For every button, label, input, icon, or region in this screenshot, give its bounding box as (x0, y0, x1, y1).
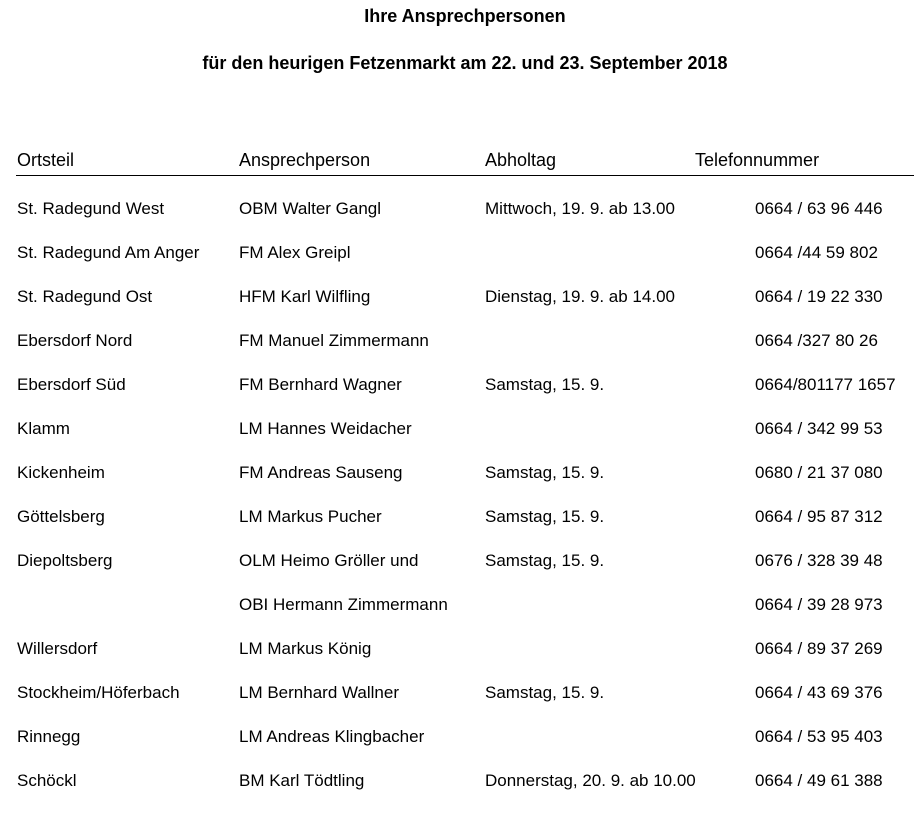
cell-ortsteil: Ebersdorf Nord (17, 331, 133, 350)
table-row (0, 242, 920, 286)
cell-telefonnummer: 0664 / 342 99 53 (755, 419, 883, 438)
table-row (0, 682, 920, 726)
cell-ortsteil: Klamm (17, 419, 70, 438)
cell-telefonnummer: 0664 /327 80 26 (755, 331, 878, 350)
table-row (0, 638, 920, 682)
cell-ortsteil: St. Radegund West (17, 199, 165, 218)
contact-table-body (0, 198, 920, 814)
cell-telefonnummer: 0664 / 19 22 330 (755, 287, 883, 306)
cell-ansprechperson: LM Markus Pucher (239, 507, 382, 526)
cell-telefonnummer: 0664 / 63 96 446 (755, 199, 883, 218)
cell-ansprechperson: LM Markus König (239, 639, 372, 658)
cell-ansprechperson: HFM Karl Wilfling (239, 287, 371, 306)
cell-ansprechperson: LM Bernhard Wallner (239, 683, 399, 702)
document-title: Ihre Ansprechpersonen (364, 6, 566, 26)
cell-ansprechperson: OBI Hermann Zimmermann (239, 595, 448, 614)
cell-abholtag: Donnerstag, 20. 9. ab 10.00 (485, 771, 696, 790)
cell-telefonnummer: 0664 / 49 61 388 (755, 771, 883, 790)
table-row (0, 550, 920, 594)
cell-ansprechperson: FM Bernhard Wagner (239, 375, 402, 394)
cell-abholtag: Samstag, 15. 9. (485, 683, 605, 702)
header-ortsteil: Ortsteil (17, 150, 75, 170)
header-abholtag: Abholtag (485, 150, 557, 170)
cell-ortsteil: Schöckl (17, 771, 77, 790)
cell-ansprechperson: LM Andreas Klingbacher (239, 727, 425, 746)
header-telefonnummer: Telefonnummer (695, 150, 820, 170)
cell-ortsteil: Diepoltsberg (17, 551, 113, 570)
cell-telefonnummer: 0664 / 89 37 269 (755, 639, 883, 658)
cell-ortsteil: Willersdorf (17, 639, 98, 658)
cell-telefonnummer: 0676 / 328 39 48 (755, 551, 883, 570)
table-row (0, 374, 920, 418)
cell-ortsteil: St. Radegund Ost (17, 287, 153, 306)
cell-ansprechperson: FM Andreas Sauseng (239, 463, 403, 482)
table-row (0, 506, 920, 550)
cell-ortsteil: Ebersdorf Süd (17, 375, 126, 394)
cell-ansprechperson: LM Hannes Weidacher (239, 419, 412, 438)
document-subtitle: für den heurigen Fetzenmarkt am 22. und 23. September 2018 (202, 53, 728, 73)
cell-ansprechperson: BM Karl Tödtling (239, 771, 365, 790)
cell-telefonnummer: 0680 / 21 37 080 (755, 463, 883, 482)
header-ansprechperson: Ansprechperson (239, 150, 371, 170)
table-row (0, 286, 920, 330)
cell-abholtag: Samstag, 15. 9. (485, 375, 605, 394)
cell-telefonnummer: 0664 / 39 28 973 (755, 595, 883, 614)
cell-telefonnummer: 0664 / 53 95 403 (755, 727, 883, 746)
cell-ortsteil: Kickenheim (17, 463, 105, 482)
table-row (0, 594, 920, 638)
cell-ortsteil: Rinnegg (17, 727, 81, 746)
cell-abholtag: Samstag, 15. 9. (485, 551, 605, 570)
header-divider (16, 175, 914, 176)
cell-ansprechperson: OBM Walter Gangl (239, 199, 382, 218)
cell-abholtag: Dienstag, 19. 9. ab 14.00 (485, 287, 675, 306)
table-row (0, 770, 920, 814)
table-row (0, 462, 920, 506)
cell-telefonnummer: 0664 /44 59 802 (755, 243, 878, 262)
cell-ortsteil: St. Radegund Am Anger (17, 243, 200, 262)
cell-ortsteil: Göttelsberg (17, 507, 105, 526)
table-row (0, 330, 920, 374)
table-row (0, 418, 920, 462)
table-row (0, 726, 920, 770)
cell-abholtag: Samstag, 15. 9. (485, 507, 605, 526)
cell-telefonnummer: 0664 / 43 69 376 (755, 683, 883, 702)
cell-abholtag: Samstag, 15. 9. (485, 463, 605, 482)
cell-telefonnummer: 0664/801177 1657 (755, 375, 896, 394)
cell-ansprechperson: OLM Heimo Gröller und (239, 551, 419, 570)
cell-ortsteil: Stockheim/Höferbach (17, 683, 180, 702)
table-row (0, 198, 920, 242)
cell-ansprechperson: FM Manuel Zimmermann (239, 331, 429, 350)
cell-ansprechperson: FM Alex Greipl (239, 243, 351, 262)
cell-abholtag: Mittwoch, 19. 9. ab 13.00 (485, 199, 675, 218)
cell-telefonnummer: 0664 / 95 87 312 (755, 507, 883, 526)
